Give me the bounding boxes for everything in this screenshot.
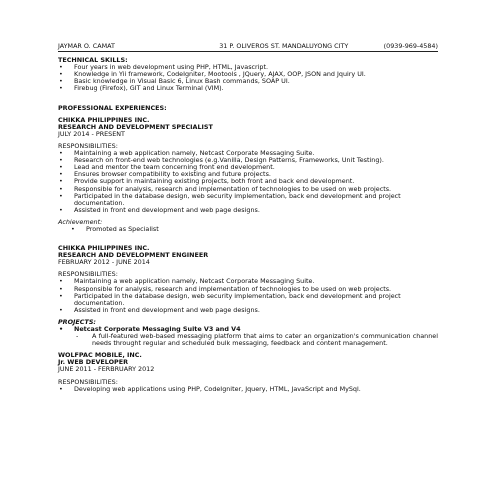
list-item: • Participated in the database design, web security implementation, back end development and project documentation. — [58, 193, 438, 207]
list-item: • Knowledge in Yii framework, CodeIgniter, Mootools , JQuery, AJAX, OOP, JSON and Jquiry UI. — [58, 71, 438, 78]
project-description: - A full-featured web-based messaging platform that aims to cater an organization's communication channel needs throught regular and scheduled bulk messaging, feedback and content management. — [58, 333, 438, 347]
job1-company: CHIKKA PHILIPPINES INC. — [58, 115, 150, 124]
list-item: • Participated in the database design, web security implementation, back end development and project documentation. — [58, 293, 438, 307]
list-item: • Ensures browser compatibility to existing and future projects. — [58, 171, 438, 178]
list-item: • Four years in web development using PHP, HTML, Javascript. — [58, 64, 438, 71]
job2-position: RESEARCH AND DEVELOPMENT ENGINEER — [58, 251, 209, 260]
applicant-phone: (0939-969-4584) — [383, 42, 438, 50]
list-item: • Research on front-end web technologies (e.g.Vanilla, Design Patterns, Frameworks, Unit Testing). — [58, 157, 438, 164]
list-item: • Maintaining a web application namely, Netcast Corporate Messaging Suite. — [58, 278, 438, 285]
job3-company: WOLFPAC MOBILE, INC. — [58, 351, 142, 360]
list-item: • Lead and mentor the team concerning front end development. — [58, 164, 438, 171]
job3-responsibilities-label: RESPONSIBILITIES: — [58, 377, 118, 386]
job3-position: Jr. WEB DEVELOPER — [58, 358, 129, 367]
applicant-name: JAYMAR O. CAMAT — [58, 42, 115, 50]
list-item: • Responsible for analysis, research and implementation of technologies to be used on web projects. — [58, 186, 438, 193]
list-item: • Basic knowledge in Visual Basic 6, Linux Bash commands, SOAP UI. — [58, 78, 438, 85]
job3-responsibilities-list — [58, 386, 438, 393]
list-item: • Firebug (Firefox), GIT and Linux Terminal (VIM). — [58, 85, 438, 92]
technical-skills-heading: TECHNICAL SKILLS: — [58, 56, 128, 65]
job2-responsibilities-label: RESPONSIBILITIES: — [58, 270, 118, 279]
list-item: • Responsible for analysis, research and implementation of technologies to be used on web projects. — [58, 286, 438, 293]
resume-header — [58, 43, 438, 52]
list-item: • Maintaining a web application namely, Netcast Corporate Messaging Suite. — [58, 150, 438, 157]
list-item: • Promoted as Specialist — [70, 226, 438, 233]
job1-position: RESEARCH AND DEVELOPMENT SPECIALIST — [58, 122, 213, 131]
job2-dates: FEBRUARY 2012 - JUNE 2014 — [58, 258, 150, 267]
list-item: • Assisted in front end development and web page designs. — [58, 207, 438, 214]
job2-projects-label: PROJECTS: — [58, 317, 96, 326]
list-item: • Developing web applications using PHP, CodeIgniter, Jquery, HTML, JavaScript and MySql. — [58, 386, 438, 393]
job3-dates: JUNE 2011 - FERBRUARY 2012 — [58, 365, 155, 374]
resume-page — [58, 43, 438, 393]
list-item: • Provide support in maintaining existing projects, both front and back end development. — [58, 178, 438, 185]
job1-achievement-list — [70, 226, 438, 233]
job1-achievement-label: Achievement: — [58, 217, 103, 226]
applicant-address: 31 P. OLIVEROS ST. MANDALUYONG CITY — [219, 42, 349, 50]
job1-responsibilities-list — [58, 150, 438, 214]
job1-dates: JULY 2014 - PRESENT — [58, 129, 125, 138]
project-name: • Netcast Corporate Messaging Suite V3 and V4 — [58, 326, 438, 333]
job1-responsibilities-label: RESPONSIBILITIES: — [58, 141, 118, 150]
job2-company: CHIKKA PHILIPPINES INC. — [58, 244, 150, 253]
technical-skills-list — [58, 64, 438, 92]
list-item: • Assisted in front end development and web page designs. — [58, 307, 438, 314]
professional-experiences-heading: PROFESSIONAL EXPERIENCES: — [58, 103, 167, 112]
job2-responsibilities-list — [58, 278, 438, 313]
